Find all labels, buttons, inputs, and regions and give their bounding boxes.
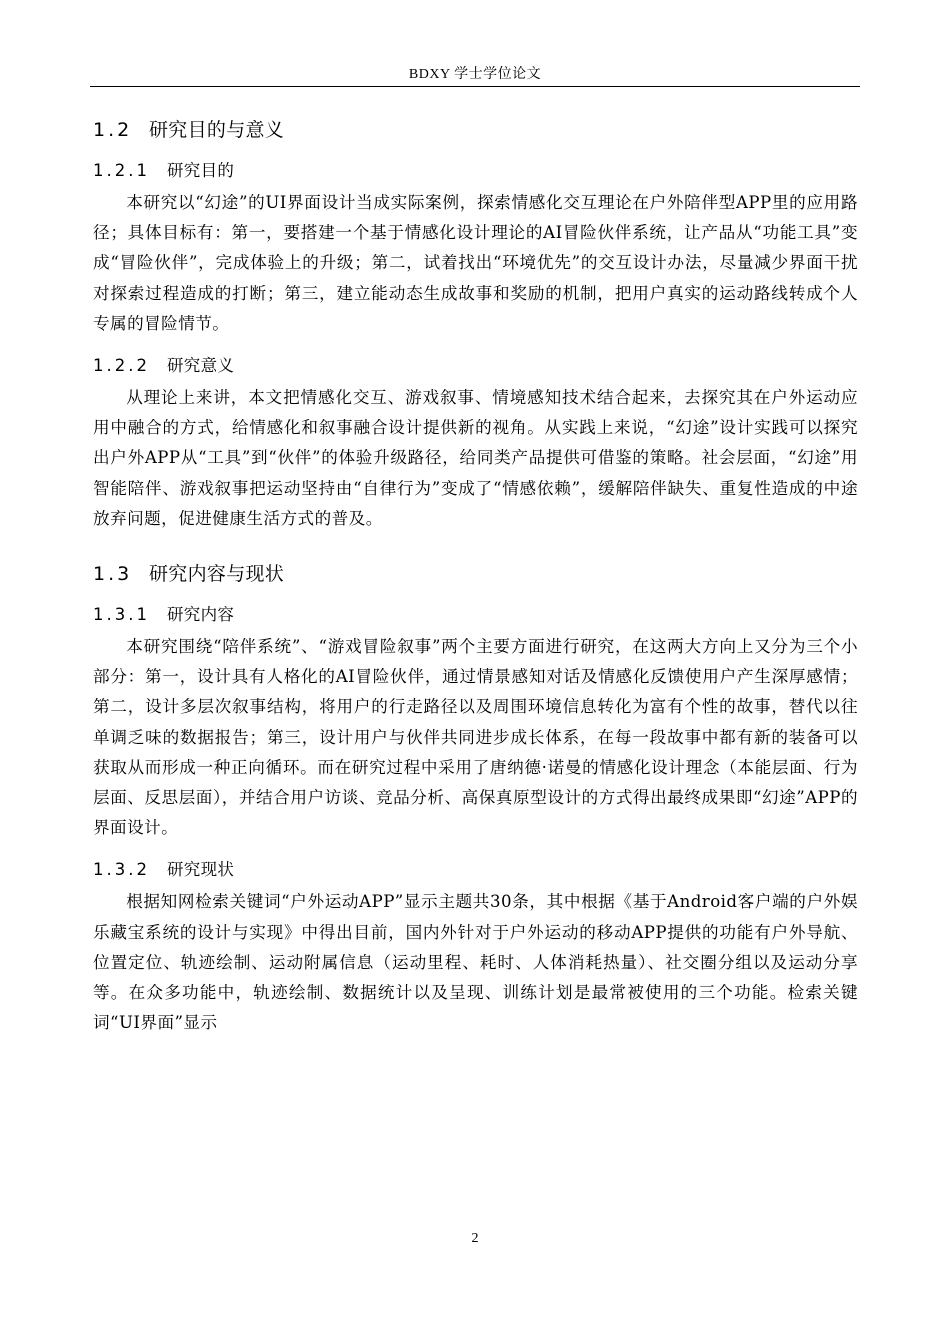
subsection-number: 1.2.2 xyxy=(93,356,150,376)
page-number: 2 xyxy=(471,1231,479,1246)
paragraph-research-significance: 从理论上来讲，本文把情感化交互、游戏叙事、情境感知技术结合起来，去探究其在户外运动应用中融合的方式，给情感化和叙事融合设计提供新的视角。从实践上来说，“幻途”设计实践可以探究出户外APP从“工具”到“伙伴”的体验升级路径，给同类产品提供可借鉴的策略。社会层面，“幻途”用智能陪伴、游戏叙事把运动坚持由“自律行为”变成了“情感依赖”，缓解陪伴缺失、重复性造成的中途放弃问题，促进健康生活方式的普及。 xyxy=(93,388,858,528)
subsection-heading-1-2-2 xyxy=(93,351,858,381)
subsection-heading-1-3-2 xyxy=(93,855,858,885)
section-number: 1.3 xyxy=(93,563,133,586)
subsection-number: 1.2.1 xyxy=(93,161,150,180)
running-header: BDXY 学士学位论文 xyxy=(408,67,542,82)
section-heading-1-3 xyxy=(93,556,858,592)
paragraph-research-purpose: 本研究以“幻途”的UI界面设计当成实际案例，探索情感化交互理论在户外陪伴型APP里的应用路径；具体目标有：第一，要搭建一个基于情感化设计理论的AI冒险伙伴系统，让产品从“功能工具”变成“冒险伙伴”，完成体验上的升级；第二，试着找出“环境优先”的交互设计办法，尽量减少界面干扰对探索过程造成的打断；第三，建立能动态生成故事和奖励的机制，把用户真实的运动路线转成个人专属的冒险情节。 xyxy=(93,193,858,333)
subsection-number: 1.3.2 xyxy=(93,860,150,880)
subsection-number: 1.3.1 xyxy=(93,605,150,625)
section-title: 研究目的与意义 xyxy=(149,119,285,141)
subsection-title: 研究内容 xyxy=(167,605,235,625)
paragraph-research-status: 根据知网检索关键词“户外运动APP”显示主题共30条，其中根据《基于Android客户端的户外娱乐藏宝系统的设计与实现》中得出目前，国内外针对于户外运动的移动APP提供的功能有户外导航、位置定位、轨迹绘制、运动附属信息（运动里程、耗时、人体消耗热量）、社交圈分组以及运动分享等。在众多功能中，轨迹绘制、数据统计以及呈现、训练计划是最常被使用的三个功能。检索关键词“UI界面”显示 xyxy=(93,892,858,1033)
section-title: 研究内容与现状 xyxy=(149,563,285,586)
subsection-heading-1-2-1 xyxy=(93,156,858,186)
page-body xyxy=(93,112,858,1038)
subsection-title: 研究目的 xyxy=(167,161,235,180)
subsection-title: 研究意义 xyxy=(167,356,235,376)
section-number: 1.2 xyxy=(93,119,133,141)
section-heading-1-2 xyxy=(93,112,858,148)
header-rule xyxy=(90,86,860,87)
subsection-heading-1-3-1 xyxy=(93,600,858,630)
paragraph-research-content: 本研究围绕“陪伴系统”、“游戏冒险叙事”两个主要方面进行研究，在这两大方向上又分为三个小部分：第一，设计具有人格化的AI冒险伙伴，通过情景感知对话及情感化反馈使用户产生深厚感情；第二，设计多层次叙事结构，将用户的行走路径以及周围环境信息转化为富有个性的故事，替代以往单调乏味的数据报告；第三，设计用户与伙伴共同进步成长体系，在每一段故事中都有新的装备可以获取从而形成一种正向循环。而在研究过程中采用了唐纳德·诺曼的情感化设计理念（本能层面、行为层面、反思层面），并结合用户访谈、竞品分析、高保真原型设计的方式得出最终成果即“幻途”APP的界面设计。 xyxy=(93,637,858,838)
subsection-title: 研究现状 xyxy=(167,860,235,880)
